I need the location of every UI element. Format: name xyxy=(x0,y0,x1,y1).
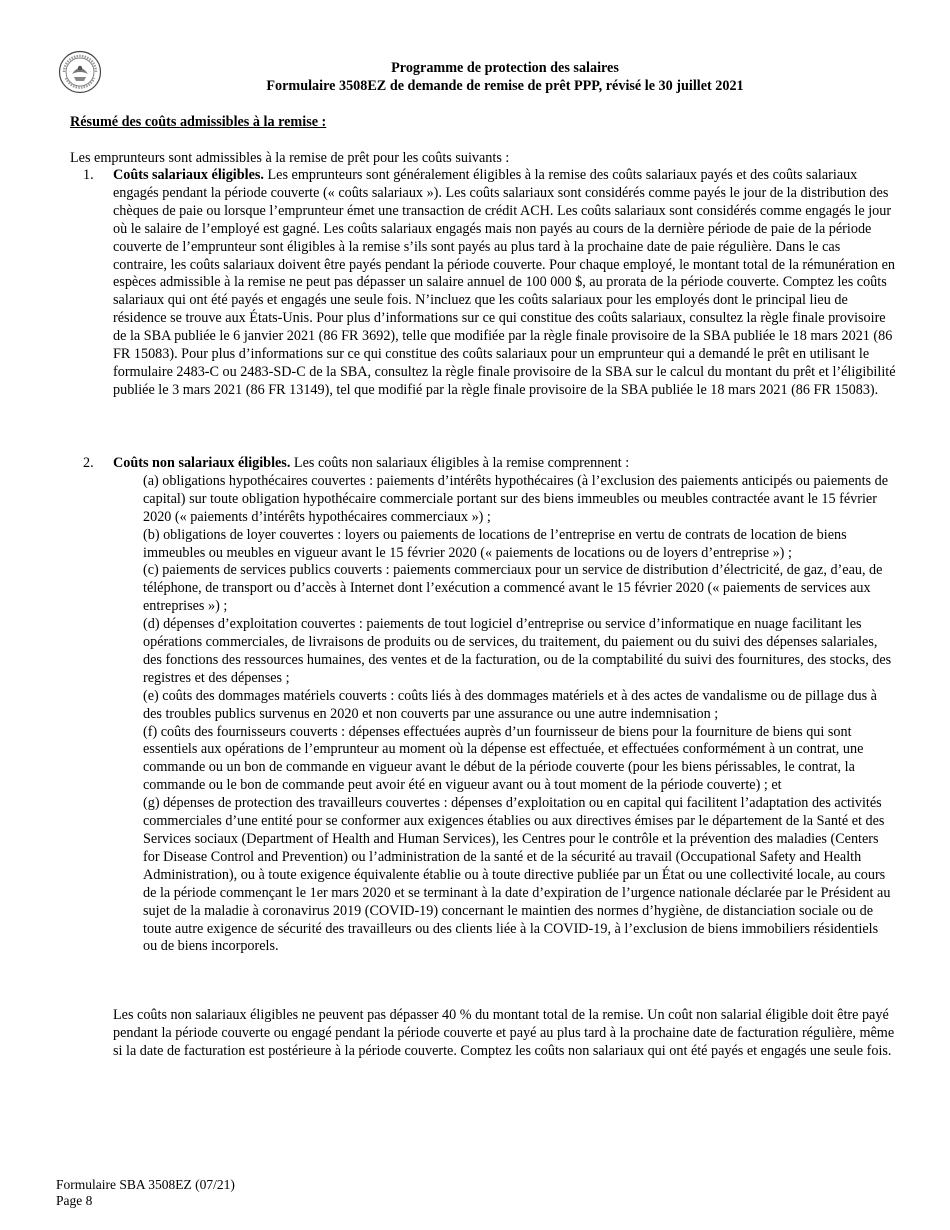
intro-text: Les emprunteurs sont admissibles à la remise de prêt pour les coûts suivants : xyxy=(70,150,510,166)
item-heading: Coûts non salariaux éligibles. xyxy=(113,455,291,471)
sub-item: (a) obligations hypothécaires couvertes : paiements d’intérêts hypothécaires (à l’exclusion des paiements anticipés ou paiements de capital) sur toute obligation hypothécaire commerciale portant sur des biens immeubles ou meubles contractée avant le 15 février 2020 (« paiements d’intérêts hypothécaires commerciaux ») ; xyxy=(143,472,888,525)
item-heading: Coûts salariaux éligibles. xyxy=(113,167,264,183)
footer-page-number: Page 8 xyxy=(56,1193,93,1208)
list-number: 2. xyxy=(83,455,94,471)
sub-item: (d) dépenses d’exploitation couvertes : paiements de tout logiciel d’entreprise ou service d’informatique en nuage facilitant les opérations commerciales, de livraisons de produits ou de services, du traitement, du paiement ou du suivi des dépenses salariales, des fonctions des ressources humaines, des ventes et de la facturation, ou de la comptabilité du suivi des fournitures, des stocks, des registres et des dépenses ; xyxy=(143,616,892,686)
sub-item: (c) paiements de services publics couverts : paiements commerciaux pour un service de distribution d’électricité, de gaz, d’eau, de téléphone, de transport ou d’accès à Internet dont l’exécution a commencé avant le 15 février 2020 (« paiements de services aux entreprises ») ; xyxy=(143,562,883,615)
closing-text: Les coûts non salariaux éligibles ne peuvent pas dépasser 40 % du montant total de la remise. Un coût non salarial éligible doit être payé pendant la période couverte ou engagé pendant la période couverte et payé au plus tard à la prochaine date de facturation régulière, même si la date de facturation est postérieure à la période couverte. Comptez les coûts non salariaux qui ont été payés et engagés une seule fois. xyxy=(113,1007,895,1059)
sub-list xyxy=(143,473,895,956)
list-item-body xyxy=(113,167,897,400)
sub-item: (g) dépenses de protection des travailleurs couvertes : dépenses d’exploitation ou en capital qui facilitent l’adaptation des activités commerciales d’une entité pour se conformer aux exigences établies ou aux directives émises par le département de la Santé et des Services sociaux (Department of Health and Human Services), les Centres pour le contrôle et la prévention des maladies (Centers for Disease Control and Prevention) ou l’administration de la santé et de la sécurité au travail (Occupational Safety and Health Administration), ou à toute exigence équivalente établie ou à toute directive publiée par un État ou une collectivité locale, au cours de la période commençant le 1er mars 2020 et se terminant à la date d’expiration de l’urgence nationale déclarée par le Président au sujet de la maladie à coronavirus 2019 (COVID-19) concernant le maintien des normes d’hygiène, de distanciation sociale ou de toute autre exigence de sécurité des travailleurs ou des clients liée à la COVID-19, à l’exclusion de biens immobiliers résidentiels ou de biens incorporels. xyxy=(143,795,891,955)
sub-item: (e) coûts des dommages matériels couverts : coûts liés à des dommages matériels et à des actes de vandalisme ou de pillage dus à des troubles publics survenus en 2020 et non couverts par une assurance ou une autre indemnisation ; xyxy=(143,687,877,722)
document-header xyxy=(120,59,890,95)
sub-item: (f) coûts des fournisseurs couverts : dépenses effectuées auprès d’un fournisseur de biens pour la fourniture de biens qui sont essentiels aux opérations de l’emprunteur au moment où la dépense est effectuée, et effectuées conformément à un contrat, une commande ou un bon de commande en vigueur avant le début de la période couverte (pour les biens périssables, le contrat, la commande ou le bon de commande peut avoir été en vigueur avant ou à tout moment de la période couverte) ; et xyxy=(143,723,864,794)
sub-item: (b) obligations de loyer couvertes : loyers ou paiements de locations de l’entreprise en vertu de contrats de location de biens immeubles ou meubles en vigueur avant le 15 février 2020 (« paiements de locations ou de loyers d’entreprise ») ; xyxy=(143,526,847,561)
item-text: Les coûts non salariaux éligibles à la remise comprennent : xyxy=(293,455,630,471)
page-footer xyxy=(56,1177,235,1209)
item-text: Les emprunteurs sont généralement éligibles à la remise des coûts salariaux payés et des coûts salariaux engagés pendant la période couverte (« coûts salariaux »). Les coûts salariaux sont considérés comme payés le jour de la distribution des chèques de paie ou lorsque l’emprunteur émet une transaction de crédit ACH. Les coûts salariaux sont considérés comme engagés le jour où le salaire de l’employé est gagné. Les coûts salariaux engagés mais non payés au cours de la dernière période de paie de la période couverte de l’emprunteur sont éligibles à la remise s’ils sont payés au plus tard à la prochaine date de paie régulière. Dans le cas contraire, les coûts salariaux doivent être payés pendant la période couverte. Pour chaque employé, le montant total de la rémunération en espèces admissible à la remise ne peut pas dépasser un salaire annuel de 100 000 $, au prorata de la période couverte. Comptez les coûts salariaux qui ont été payés et engagés une seule fois. N’incluez que les coûts salariaux pour les employés dont le principal lieu de résidence se trouve aux États-Unis. Pour plus d’informations sur ce qui constitue des coûts salariaux, consultez la règle finale provisoire de la SBA publiée le 6 janvier 2021 (86 FR 3692), telle que modifiée par la règle finale provisoire de la SBA publiée le 18 mars 2021 (86 FR 15083). Pour plus d’informations sur ce qui constitue des coûts salariaux pour un emprunteur qui a demandé le prêt en utilisant le formulaire 2483-C ou 2483-SD-C de la SBA, consultez la règle finale provisoire de la SBA sur le calcul du montant du prêt et l’éligibilité publiée le 3 mars 2021 (86 FR 13149), tel que modifié par la règle finale provisoire de la SBA publiée le 18 mars 2021 (86 FR 15083). xyxy=(113,167,896,398)
section-title: Résumé des coûts admissibles à la remise : xyxy=(70,114,327,130)
list-item-body xyxy=(113,455,897,473)
program-title: Programme de protection des salaires xyxy=(391,60,619,76)
form-title: Formulaire 3508EZ de demande de remise de prêt PPP, révisé le 30 juillet 2021 xyxy=(266,78,744,94)
sba-seal-logo xyxy=(58,50,102,94)
list-number: 1. xyxy=(83,167,94,183)
footer-form-id: Formulaire SBA 3508EZ (07/21) xyxy=(56,1177,235,1192)
closing-paragraph xyxy=(113,1007,897,1061)
